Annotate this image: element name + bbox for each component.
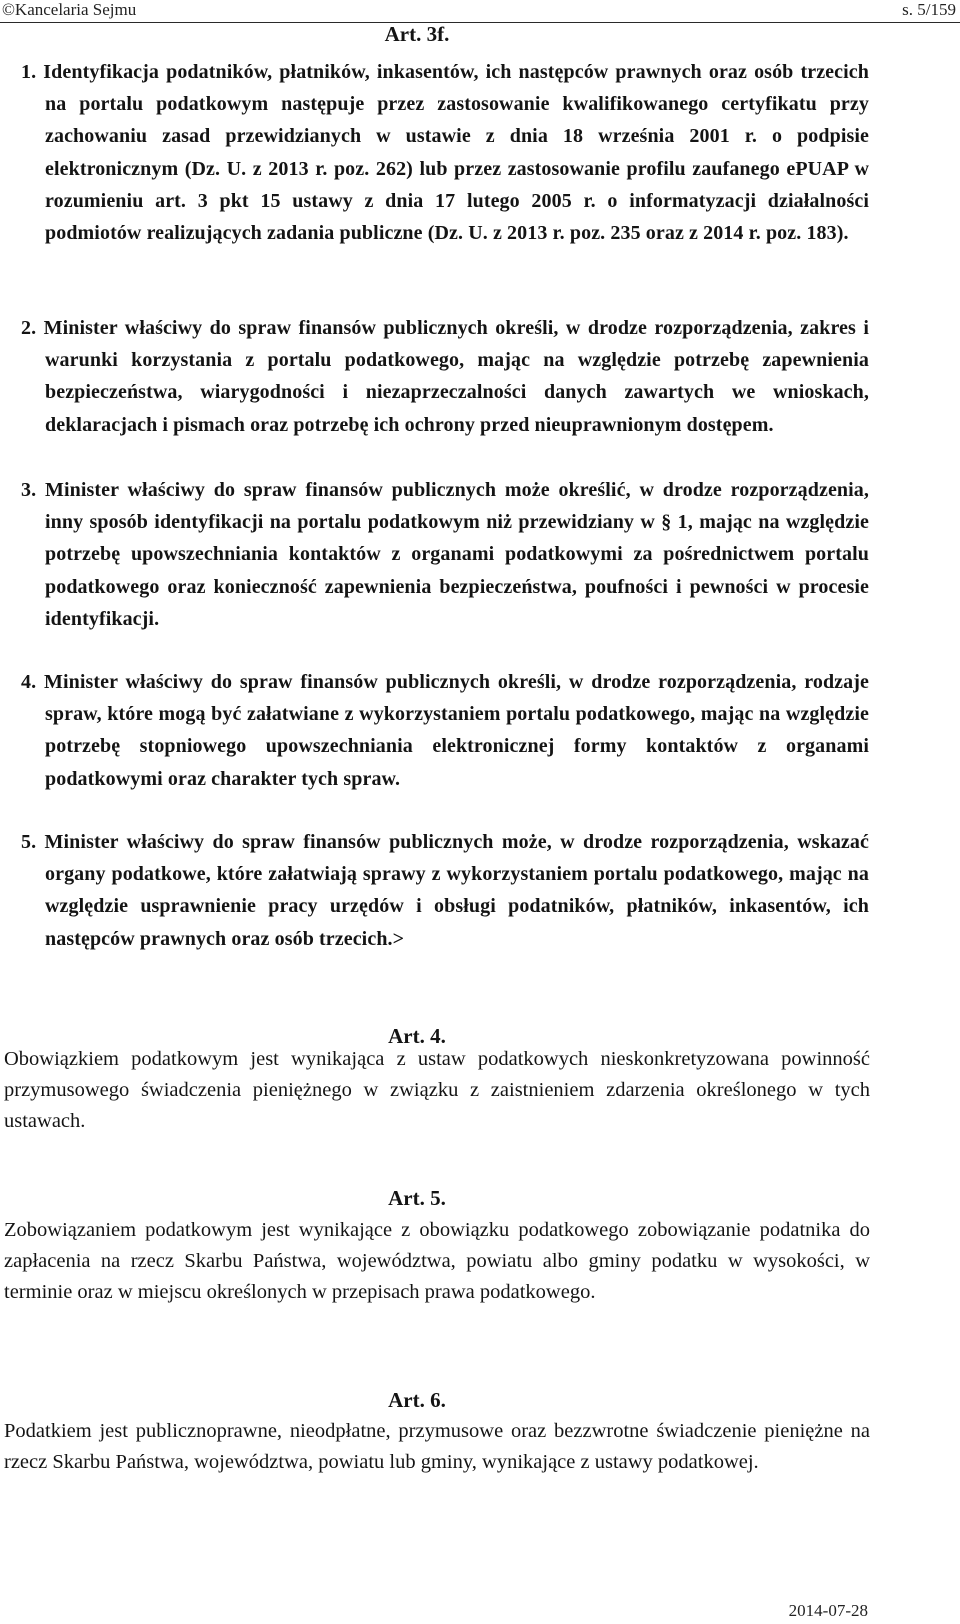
paragraph-text: 3. Minister właściwy do spraw finansów publicznych może określić, w drodze rozporządzenia, inny sposób identyfikacji na portalu podatkowym niż przewidziany w § 1, mając na względzie potrzebę upowszechniania kontaktów z organami podatkowymi za pośrednictwem portalu podatkowego oraz konieczność zapewnienia bezpieczeństwa, poufności i pewności w procesie identyfikacji.: [21, 479, 869, 630]
article-5-title: Art. 5.: [388, 1186, 446, 1210]
article-3f-title: Art. 3f.: [384, 22, 450, 46]
article-3f-paragraph-5: [21, 826, 869, 955]
article-3f-paragraph-3: [21, 474, 869, 635]
footer-date: 2014-07-28: [788, 1601, 868, 1620]
header-page-number: s. 5/159: [902, 0, 956, 19]
paragraph-text: Obowiązkiem podatkowym jest wynikająca z ustaw podatkowych nieskonkretyzowana powinność przymusowego świadczenia pieniężnego w związku z zaistnieniem zdarzenia określonego w tych ustawach.: [4, 1048, 870, 1133]
article-4-text: [4, 1044, 870, 1138]
paragraph-text: Podatkiem jest publicznoprawne, nieodpłatne, przymusowe oraz bezzwrotne świadczenie pieniężne na rzecz Skarbu Państwa, województwa, powiatu lub gminy, wynikające z ustawy podatkowej.: [4, 1420, 870, 1474]
article-3f-paragraph-4: [21, 666, 869, 795]
paragraph-text: 1. Identyfikacja podatników, płatników, inkasentów, ich następców prawnych oraz osób trzecich na portalu podatkowym następuje przez zastosowanie kwalifikowanego certyfikatu przy zachowaniu zasad przewidzianych w ustawie z dnia 18 września 2001 r. o podpisie elektronicznym (Dz. U. z 2013 r. poz. 262) lub przez zastosowanie profilu zaufanego ePUAP w rozumieniu art. 3 pkt 15 ustawy z dnia 17 lutego 2005 r. o informatyzacji działalności podmiotów realizujących zadania publiczne (Dz. U. z 2013 r. poz. 235 oraz z 2014 r. poz. 183).: [21, 61, 869, 245]
header-copyright: ©Kancelaria Sejmu: [2, 0, 137, 19]
paragraph-text: Zobowiązaniem podatkowym jest wynikające z obowiązku podatkowego zobowiązanie podatnika do zapłacenia na rzecz Skarbu Państwa, województwa, powiatu albo gminy podatku w wysokości, w terminie oraz w miejscu określonych w przepisach prawa podatkowego.: [4, 1219, 870, 1304]
paragraph-text: 2. Minister właściwy do spraw finansów publicznych określi, w drodze rozporządzenia, zakres i warunki korzystania z portalu podatkowego, mając na względzie potrzebę zapewnienia bezpieczeństwa, wiarygodności i niezaprzeczalności danych zawartych we wnioskach, deklaracjach i pismach oraz potrzebę ich ochrony przed nieuprawnionym dostępem.: [21, 317, 869, 436]
article-4-title: Art. 4.: [388, 1024, 446, 1048]
paragraph-text: 4. Minister właściwy do spraw finansów publicznych określi, w drodze rozporządzenia, rodzaje spraw, które mogą być załatwiane z wykorzystaniem portalu podatkowego, mając na względzie potrzebę stopniowego upowszechniania elektronicznej formy kontaktów z organami podatkowymi oraz charakter tych spraw.: [21, 671, 869, 790]
article-6-text: [4, 1416, 870, 1478]
paragraph-text: 5. Minister właściwy do spraw finansów publicznych może, w drodze rozporządzenia, wskazać organy podatkowe, które załatwiają sprawy z wykorzystaniem portalu podatkowego, mając na względzie usprawnienie pracy urzędów i obsługi podatników, płatników, inkasentów, ich następców prawnych oraz osób trzecich.>: [21, 831, 869, 950]
article-6-title: Art. 6.: [388, 1388, 446, 1412]
article-5-text: [4, 1215, 870, 1309]
article-3f-paragraph-2: [21, 312, 869, 441]
article-3f-paragraph-1: [21, 56, 869, 249]
